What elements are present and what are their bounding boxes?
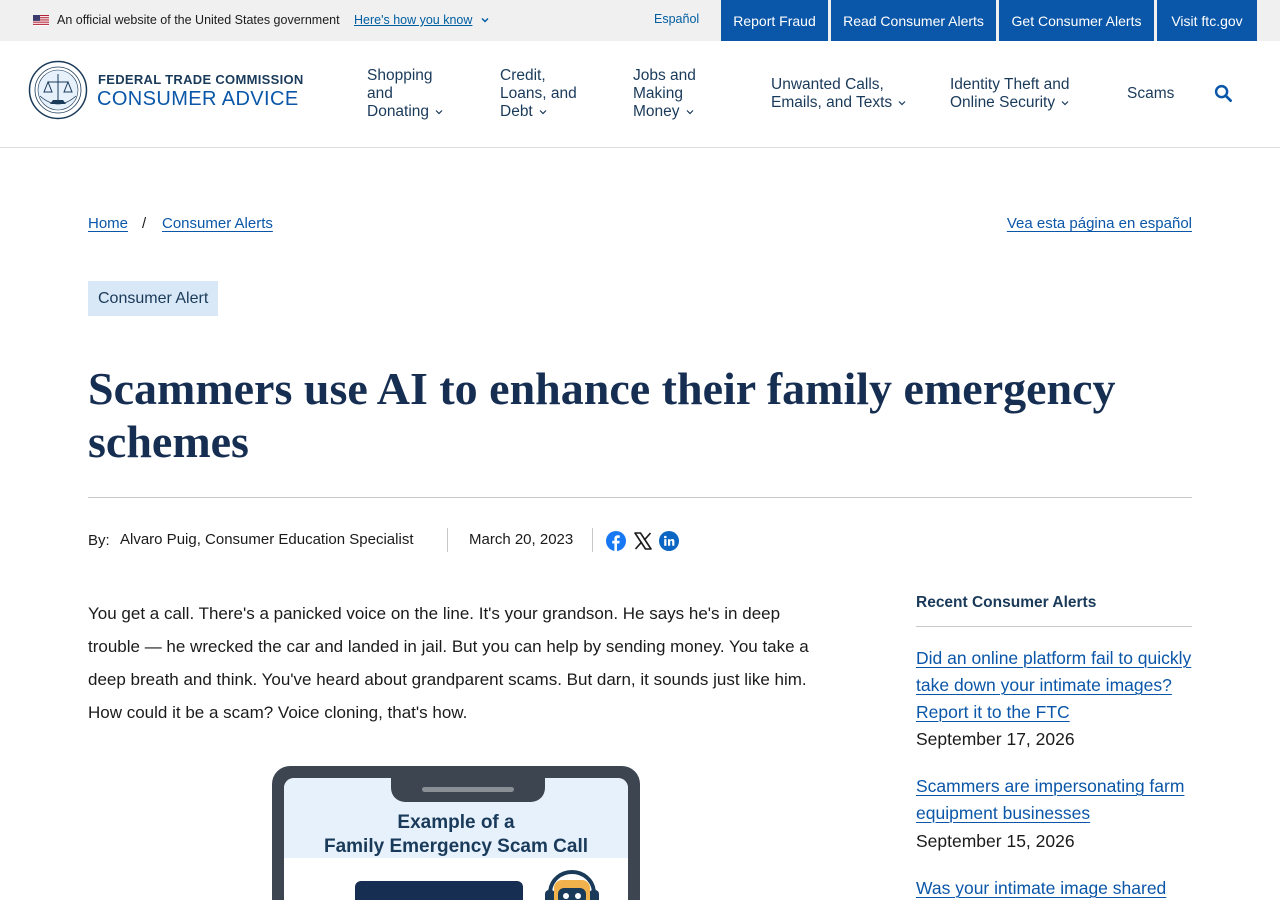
nav-label-line: Online Security: [950, 94, 1056, 111]
nav-scams[interactable]: [1127, 85, 1174, 103]
heres-how-you-know-link[interactable]: Here's how you know: [354, 13, 473, 27]
chevron-down-icon: [434, 107, 444, 117]
chevron-down-icon: [1060, 98, 1070, 108]
nav-label-line: Jobs and: [633, 67, 696, 84]
illustration-title-line: Example of a: [397, 812, 515, 833]
read-consumer-alerts-button[interactable]: Read Consumer Alerts: [831, 0, 996, 41]
byline-divider: [447, 528, 448, 552]
sidebar-divider: [916, 626, 1192, 627]
phone-notch: [391, 778, 545, 802]
scam-call-illustration: [272, 766, 640, 900]
recent-alert-date: September 15, 2026: [916, 831, 1075, 851]
nav-label-line: Debt: [500, 103, 533, 120]
recent-alert-link[interactable]: Did an online platform fail to quickly take down your intimate images? Report it to the FTC: [916, 648, 1192, 722]
chevron-down-icon: [897, 98, 907, 108]
gov-banner-text: An official website of the United States government: [57, 13, 340, 27]
breadcrumb-home-link[interactable]: Home: [88, 215, 129, 232]
chat-bubble: [355, 881, 523, 900]
phone-speaker: [422, 787, 514, 792]
nav-label-line: and: [367, 85, 393, 102]
chevron-down-icon[interactable]: [479, 14, 491, 26]
title-divider: [88, 497, 1192, 498]
nav-jobs-and-making-money[interactable]: [633, 67, 696, 121]
chevron-down-icon: [685, 107, 695, 117]
nav-label-line: Scams: [1127, 85, 1175, 102]
spanish-version-link[interactable]: Vea esta página en español: [1006, 215, 1192, 232]
get-consumer-alerts-button[interactable]: Get Consumer Alerts: [999, 0, 1154, 41]
nav-identity-theft-online-security[interactable]: [950, 76, 1070, 112]
search-icon[interactable]: [1214, 84, 1233, 103]
logo-agency-name[interactable]: FEDERAL TRADE COMMISSION: [98, 72, 304, 87]
article-intro-paragraph: You get a call. There's a panicked voice on the line. It's your grandson. He says he's in deep trouble — he wrecked the car and landed in jail. But you can help by sending money. You take a deep breath and think. You've heard about grandparent scams. But darn, it sounds just like him. How could it be a scam? Voice cloning, that's how.: [88, 604, 809, 722]
chevron-down-icon: [538, 107, 548, 117]
nav-label-line: Money: [633, 103, 680, 120]
visit-ftc-button[interactable]: Visit ftc.gov: [1157, 0, 1257, 41]
recent-alert-link[interactable]: Was your intimate image shared: [916, 878, 1167, 898]
report-fraud-button[interactable]: Report Fraud: [721, 0, 828, 41]
x-icon[interactable]: [633, 531, 653, 551]
nav-unwanted-calls-emails-texts[interactable]: [771, 76, 907, 112]
illustration-title-line: Family Emergency Scam Call: [323, 836, 588, 857]
page-title: Scammers use AI to enhance their family emergency schemes: [88, 363, 1116, 467]
nav-label-line: Unwanted Calls,: [771, 76, 884, 93]
nav-label-line: Loans, and: [500, 85, 577, 102]
nav-label-line: Shopping: [367, 67, 433, 84]
site-header: [0, 41, 1280, 148]
nav-label-line: Donating: [367, 103, 430, 120]
byline-author: Alvaro Puig, Consumer Education Specialist: [120, 531, 414, 548]
nav-label-line: Making: [633, 85, 683, 102]
nav-label-line: Identity Theft and: [950, 76, 1070, 93]
gov-banner: [0, 0, 1280, 41]
illustration-title: [284, 811, 628, 859]
byline-date: March 20, 2023: [469, 531, 574, 548]
logo-site-name[interactable]: CONSUMER ADVICE: [97, 88, 299, 110]
us-flag-icon: [33, 15, 49, 26]
recent-alert-date: September 17, 2026: [916, 729, 1075, 749]
phone-screen: [284, 778, 628, 900]
consumer-alert-tag: Consumer Alert: [88, 281, 218, 316]
espanol-link[interactable]: Español: [654, 12, 700, 26]
breadcrumb-separator: /: [142, 215, 147, 232]
recent-alert-link[interactable]: Scammers are impersonating farm equipment businesses: [916, 776, 1185, 823]
nav-label-line: Credit,: [500, 67, 546, 84]
recent-alerts-heading: Recent Consumer Alerts: [916, 594, 1097, 611]
ftc-seal-icon[interactable]: [28, 60, 88, 120]
facebook-icon[interactable]: [606, 531, 626, 551]
linkedin-icon[interactable]: [659, 531, 679, 551]
robot-icon: [542, 870, 602, 900]
nav-label-line: Emails, and Texts: [771, 94, 893, 111]
breadcrumb-consumer-alerts-link[interactable]: Consumer Alerts: [162, 215, 273, 232]
nav-shopping-and-donating[interactable]: [367, 67, 444, 121]
nav-credit-loans-and-debt[interactable]: [500, 67, 577, 121]
byline-divider: [592, 528, 593, 552]
byline-by-label: By:: [88, 532, 110, 549]
